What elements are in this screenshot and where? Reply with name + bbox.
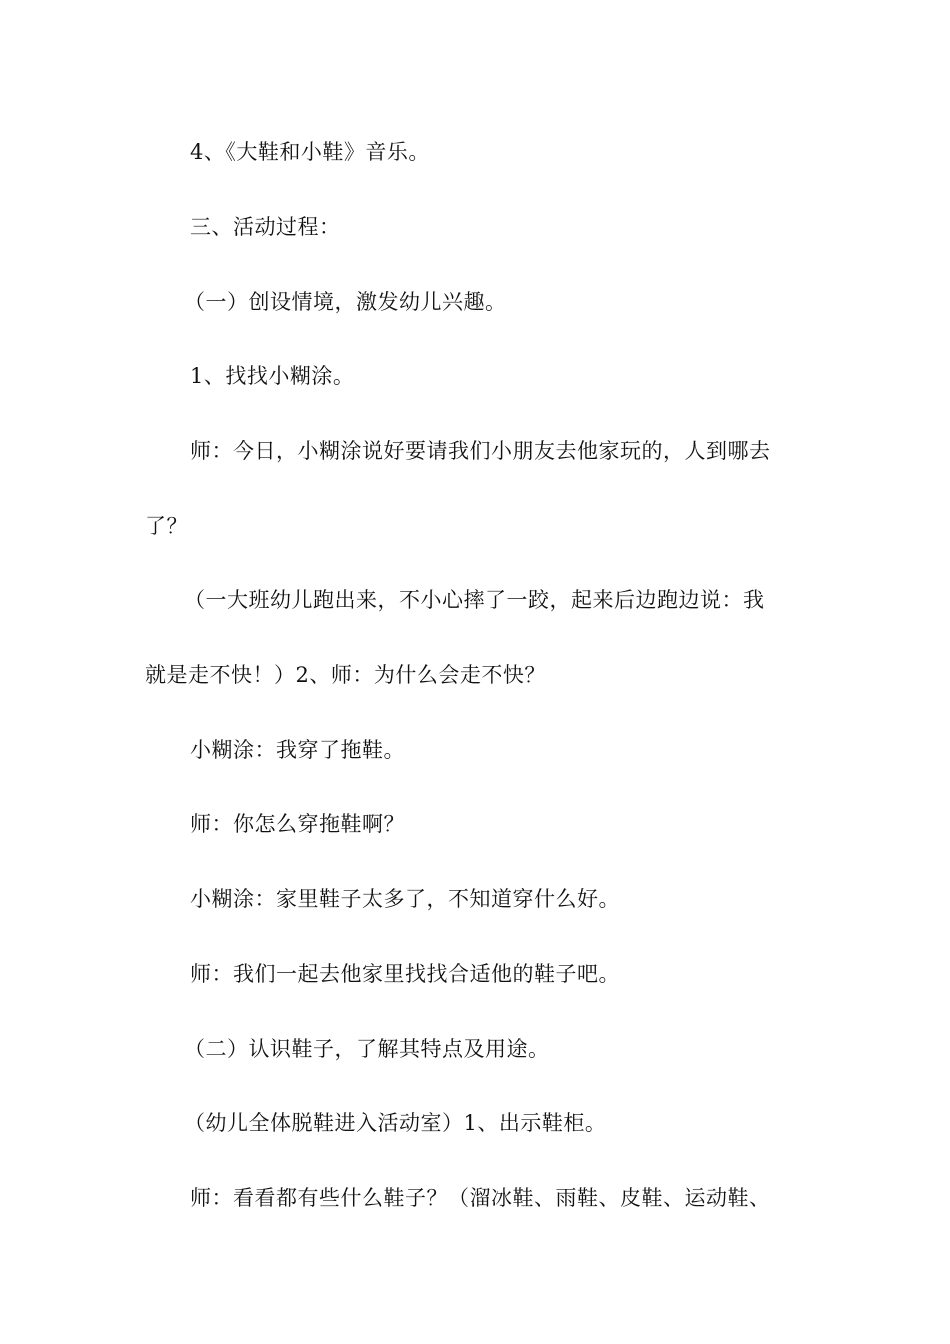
subheading-create-scenario: （一）创设情境，激发幼儿兴趣。 <box>184 290 507 314</box>
text-line-show-shoe-cabinet: （幼儿全体脱鞋进入活动室）1、出示鞋柜。 <box>184 1111 607 1135</box>
text-line-child-runs-out-cont: 就是走不快！）2、师：为什么会走不快？ <box>145 663 546 687</box>
text-line-xiaohutu-slippers: 小糊涂：我穿了拖鞋。 <box>190 738 405 762</box>
text-line-find-xiaohutu: 1、找找小糊涂。 <box>190 364 355 388</box>
text-line-teacher-what-shoes: 师：看看都有些什么鞋子？（溜冰鞋、雨鞋、皮鞋、运动鞋、 <box>190 1186 771 1210</box>
text-line-teacher-question-1-cont: 了？ <box>145 514 188 538</box>
text-line-child-runs-out: （一大班幼儿跑出来，不小心摔了一跤，起来后边跑边说：我 <box>184 588 765 612</box>
text-line-xiaohutu-too-many-shoes: 小糊涂：家里鞋子太多了，不知道穿什么好。 <box>190 887 620 911</box>
text-line-teacher-question-1: 师：今日，小糊涂说好要请我们小朋友去他家玩的，人到哪去 <box>190 439 771 463</box>
subheading-know-shoes: （二）认识鞋子，了解其特点及用途。 <box>184 1037 550 1061</box>
text-line-materials-4: 4、《大鞋和小鞋》音乐。 <box>190 140 430 164</box>
section-heading-activity-process: 三、活动过程： <box>190 215 341 239</box>
text-line-teacher-find-shoes: 师：我们一起去他家里找找合适他的鞋子吧。 <box>190 962 620 986</box>
text-line-teacher-why-slippers: 师：你怎么穿拖鞋啊？ <box>190 812 405 836</box>
